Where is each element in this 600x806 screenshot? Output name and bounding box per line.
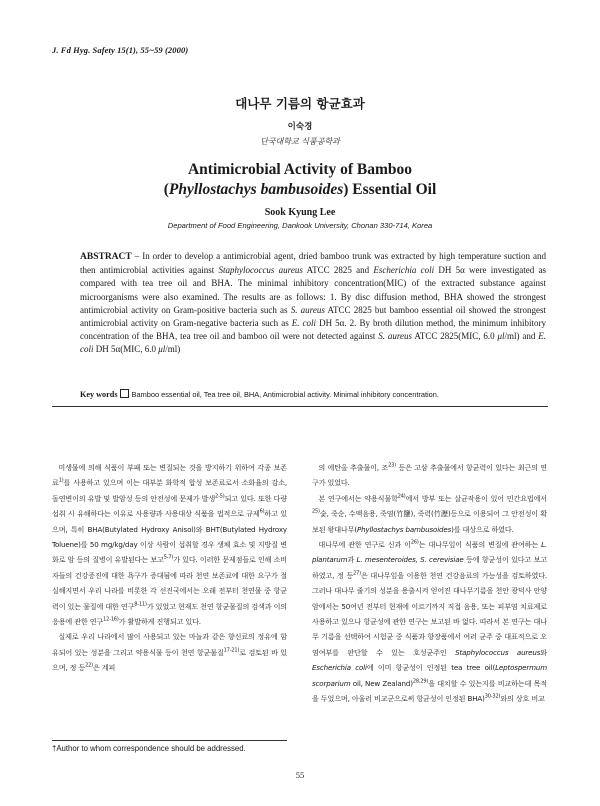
keywords (80, 389, 550, 399)
text-run: 의 에탄올 추출물이, 조 (318, 463, 389, 472)
text-run: 가 있다. 이러한 문제점들로 인해 소비자들의 건강증진에 대한 욕구가 증대됨에 따라 천연 보존료에 대한 요구가 절실해지면서 우리 나라를 비롯한 각 선진국에서는 오래 전부터 천연물 중 항균력이 있는 물질에 대한 연구 (52, 555, 288, 611)
footnote-divider (52, 740, 287, 741)
english-title-line2 (40, 180, 560, 200)
italic-term: Staphylococcus aureus (455, 647, 541, 657)
citation-ref: 27) (353, 570, 361, 577)
italic-term: Escherichia coli (312, 663, 367, 673)
text-run: )를 대상으로 하였다. (451, 524, 514, 534)
keywords-label: Key words (80, 390, 118, 399)
italic-term: L. plantarum (312, 540, 547, 565)
text-run: DH 5α were investigated as compared with tea tree oil and BHA. The minimal inhibitory concentration(MIC) of the extracted substance against microorganisms were also examined. The results are as follows: 1. By disc diffusion method, BHA showed the strongest antimicrobial activity on Gram-positive bacteria such as (80, 265, 547, 315)
abstract-label: ABSTRACT (80, 252, 132, 262)
text-run: 대나무에 관한 연구로 신과 이 (318, 540, 411, 550)
text-run: 은 대나무잎을 이용한 천연 건강음료의 가능성을 검토하였다. 그러나 대나무 줄기의 성분을 용출시켜 얻어진 대나무기름을 천안 광덕사 안양암에서는 50여년 전부터 현재에 이르기까지 직접 음용, 또는 피부염 치료제로 사용하고 있으나 항균성에 관한 연구는 보고된 바 없다. 따라서 본 연구는 대나무 기름을 선택하여 시험균 중 식품과 향장품에서 여러 균주 중 대표적으로 오염여부를 판단할 수 있는 호성균주인 (312, 570, 547, 657)
text-run: 등에 항균성이 있다고 보고하였고, 정 등 (312, 555, 547, 580)
italic-term: Phyllostachys bambusoides (356, 524, 452, 534)
english-title-line1: Antimicrobial Activity of Bamboo (187, 161, 413, 178)
title-suffix: ) Essential Oil (343, 181, 437, 198)
english-title (40, 160, 560, 200)
text-run: 하고 있으며, 특히 BHA(Butylated Hydroxy Anisol)와 BHT(Butylated Hydroxy Toluene)를 50 mg/kg/day 이상 사람이 섭취할 경우 생체 효소 및 지방질 변화로 암 등의 질병이 유발된다는 보고 (52, 509, 287, 565)
text-run: ATCC 2825 and (302, 265, 374, 276)
korean-author: 이숙경 (287, 122, 313, 132)
text-run: 에 이미 항균성이 인정된 tea tree oil( (366, 663, 496, 673)
text-run: 과 (347, 555, 357, 565)
citation-ref: 24) (397, 493, 406, 500)
checkbox-square-icon (120, 389, 129, 398)
citation-ref: 6) (259, 508, 265, 515)
italic-term: E. coli (80, 331, 546, 355)
text-run: /ml) (165, 344, 181, 355)
korean-title: 대나무 기름의 항균효과 (235, 96, 365, 111)
citation-ref: 22) (85, 662, 93, 669)
citation-ref: 1) (58, 478, 64, 485)
body-paragraph (312, 491, 547, 537)
italic-term: Escherichia coli (373, 265, 435, 276)
body-column-left (52, 460, 287, 676)
text-run: oil, New Zealand) (350, 678, 413, 688)
citation-ref: 23) (388, 462, 396, 469)
text-run: 와의 상호 비교 (500, 694, 545, 704)
page-number: 55 (295, 770, 305, 780)
text-run: 가 있었고 현재도 천연 항균물질의 검색과 이의 응용에 관한 연구 (52, 601, 287, 627)
text-run: 되고 있다. 또한 다량 섭취 시 유해하다는 이유로 사용량과 사용대상 식품을 법적으로 규제 (52, 493, 287, 519)
abstract-body (80, 251, 546, 354)
title-species-name: Phyllostachys bambusoides (168, 181, 344, 198)
text-run: 는 대나무잎이 식품의 변질에 관여하는 (418, 540, 542, 550)
text-run: 로 검토된 바 있으며, 정 등 (52, 647, 287, 673)
citation-ref: 17-21) (223, 647, 240, 654)
italic-term: μl (158, 344, 166, 355)
text-run: 실제로 우리 나라에서 많이 사용되고 있는 마늘과 같은 향신료의 정유에 함유되어 있는 성분을 그리고 약용식물 등이 천연 항균물질 (52, 632, 287, 657)
italic-term: S. aureus (290, 304, 325, 315)
italic-term: μl (497, 331, 505, 342)
citation-ref: 26) (410, 539, 419, 546)
english-affiliation: Department of Food Engineering, Dankook University, Chonan 330-714, Korea (167, 221, 433, 230)
citation-ref: 5-7) (163, 555, 174, 562)
citation-ref: 28,29) (412, 678, 429, 685)
text-run: – In order to develop a antimicrobial agent, dried bamboo trunk was extracted by high temperature suction and then antimicrobial activities against (80, 251, 546, 276)
body-paragraph (52, 460, 287, 629)
body-paragraph (312, 460, 547, 491)
text-run: 본 연구에서는 약용식물학 (318, 493, 398, 503)
korean-affiliation: 단국대학교 식품공학과 (260, 137, 340, 146)
citation-ref: 2-5) (215, 493, 225, 500)
body-paragraph (52, 629, 287, 675)
text-run: 숯, 죽순, 수액음용, 죽염(竹鹽), 죽력(竹瀝)등으로 이용되어 그 안전성이 확보된 왕대나무( (312, 509, 547, 534)
english-author: Sook Kyung Lee (264, 207, 336, 218)
italic-term: Staphylococcus aureus (218, 265, 303, 276)
text-run: 등은 고삼 추출물에서 항균력이 있다는 최근의 연구가 있었다. (312, 463, 547, 488)
citation-ref: 25) (312, 508, 320, 515)
text-run: /ml) and (504, 331, 539, 342)
body-paragraph (312, 537, 547, 706)
abstract (80, 250, 546, 357)
text-run: 을 대치할 수 있는지를 비교하는데 목적을 두었으며, 아울러 비교군으로써 항균성이 인정된 BHA) (312, 678, 547, 704)
text-run: ATCC 2825(MIC, 6.0 (412, 331, 498, 342)
text-run: 에서 방부 또는 살균작용이 있어 민간요법에서 (405, 493, 548, 503)
footnote: †Author to whom correspondence should be addressed. (52, 744, 246, 753)
text-run: DH 5α(MIC, 6.0 (93, 344, 159, 355)
text-run: ATCC 2825 but bamboo essential oil showed the strongest antimicrobial activity on Gram-negative bacteria such as (80, 304, 546, 329)
italic-term: L. mesenteroides, S. cerevisiae (356, 555, 464, 565)
italic-term: E. coli (291, 318, 317, 329)
text-run: DH 5α. 2. By broth dilution method, the minimum inhibitory concentration of the BHA, tea tree oil and bamboo oil were not detected against (80, 318, 546, 342)
text-run: 와 (540, 647, 547, 657)
body-column-right (312, 460, 547, 707)
title-open-paren: ( (163, 181, 169, 198)
section-divider (52, 406, 548, 407)
journal-citation: J. Fd Hyg. Safety 15(1), 55~59 (2000) (52, 45, 189, 55)
citation-ref: 8-11) (134, 601, 147, 608)
text-run: 를 사용하고 있으며 이는 대부분 화학적 합성 보존료로서 소화율의 감소, 돌연변이의 유발 및 발암성 등의 안전성에 문제가 발생 (52, 478, 287, 503)
text-run: 미생물에 의해 식품이 부패 또는 변질되는 것을 방지하기 위하여 각종 보존료 (52, 463, 287, 488)
italic-term: S. aureus (378, 331, 413, 342)
italic-term: Leptospermum scorparium (312, 663, 548, 688)
text-run: 은 계피 (93, 663, 116, 673)
text-run: 가 활발하게 진행되고 있다. (118, 617, 201, 627)
citation-ref: 12-16) (103, 616, 119, 623)
citation-ref: 30-32) (484, 693, 501, 700)
keywords-text: Bamboo essential oil, Tea tree oil, BHA, Antimicrobial activity. Minimal inhibitory concentration. (131, 390, 439, 399)
